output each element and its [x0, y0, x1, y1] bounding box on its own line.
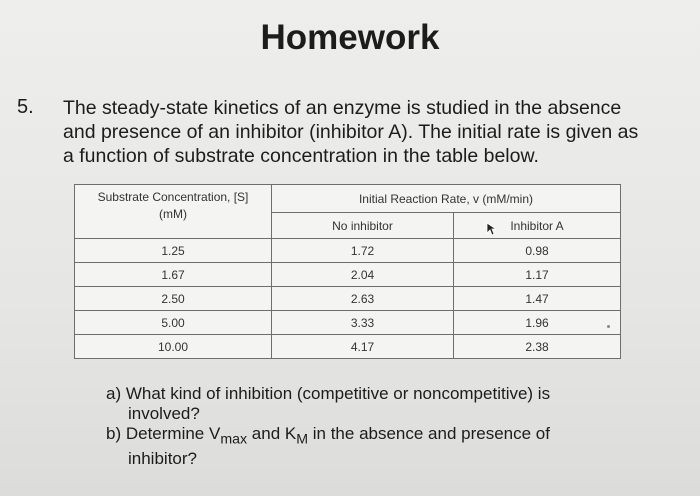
inhibitor-a-cell: 1.17 [454, 263, 621, 287]
question-line-1: The steady-state kinetics of an enzyme is studied in the absence [63, 97, 622, 119]
question-line-2: and presence of an inhibitor (inhibitor A). The initial rate is given as [63, 121, 639, 143]
kinetics-table [74, 184, 621, 359]
table-row [75, 335, 621, 359]
b-suffix: in the absence and presence of [308, 424, 550, 443]
substrate-header-line-2: (mM) [159, 207, 187, 221]
no-inhibitor-cell: 2.63 [272, 287, 454, 311]
question-number: 5. [17, 96, 34, 118]
table-row [75, 263, 621, 287]
vmax-subscript: max [220, 431, 248, 448]
mouse-cursor-icon [486, 222, 498, 236]
table-row [75, 239, 621, 263]
question-text [63, 96, 673, 168]
b-prefix: b) Determine V [106, 424, 221, 443]
substrate-cell: 5.00 [75, 311, 272, 335]
sub-question-b-line-2: inhibitor? [128, 449, 197, 469]
no-inhibitor-cell: 3.33 [272, 311, 454, 335]
substrate-cell: 10.00 [75, 335, 272, 359]
b-middle: and K [247, 424, 297, 443]
page-title: Homework [260, 18, 440, 57]
table-row [75, 287, 621, 311]
sub-questions [106, 384, 666, 469]
no-inhibitor-cell: 2.04 [272, 263, 454, 287]
km-subscript: M [296, 431, 309, 448]
sub-question-a-line-2: involved? [128, 404, 200, 423]
inhibitor-a-cell: 2.38 [454, 335, 621, 359]
screen-dot [607, 325, 610, 328]
inhibitor-a-cell: 1.96 [454, 311, 621, 335]
substrate-header-line-1: Substrate Concentration, [S] [97, 190, 249, 204]
table-row [75, 311, 621, 335]
sub-question-b-line-1 [106, 424, 666, 449]
substrate-cell: 1.67 [75, 263, 272, 287]
no-inhibitor-header: No inhibitor [272, 213, 454, 239]
inhibitor-a-header: Inhibitor A [454, 213, 621, 239]
inhibitor-a-cell: 0.98 [454, 239, 621, 263]
sub-question-a-line-1: a) What kind of inhibition (competitive or noncompetitive) is [106, 384, 551, 403]
no-inhibitor-cell: 4.17 [272, 335, 454, 359]
no-inhibitor-cell: 1.72 [272, 239, 454, 263]
substrate-cell: 2.50 [75, 287, 272, 311]
inhibitor-a-cell: 1.47 [454, 287, 621, 311]
rate-header: Initial Reaction Rate, v (mM/min) [272, 185, 621, 213]
substrate-cell: 1.25 [75, 239, 272, 263]
substrate-header [75, 185, 272, 239]
question-line-3: a function of substrate concentration in the table below. [63, 145, 539, 167]
